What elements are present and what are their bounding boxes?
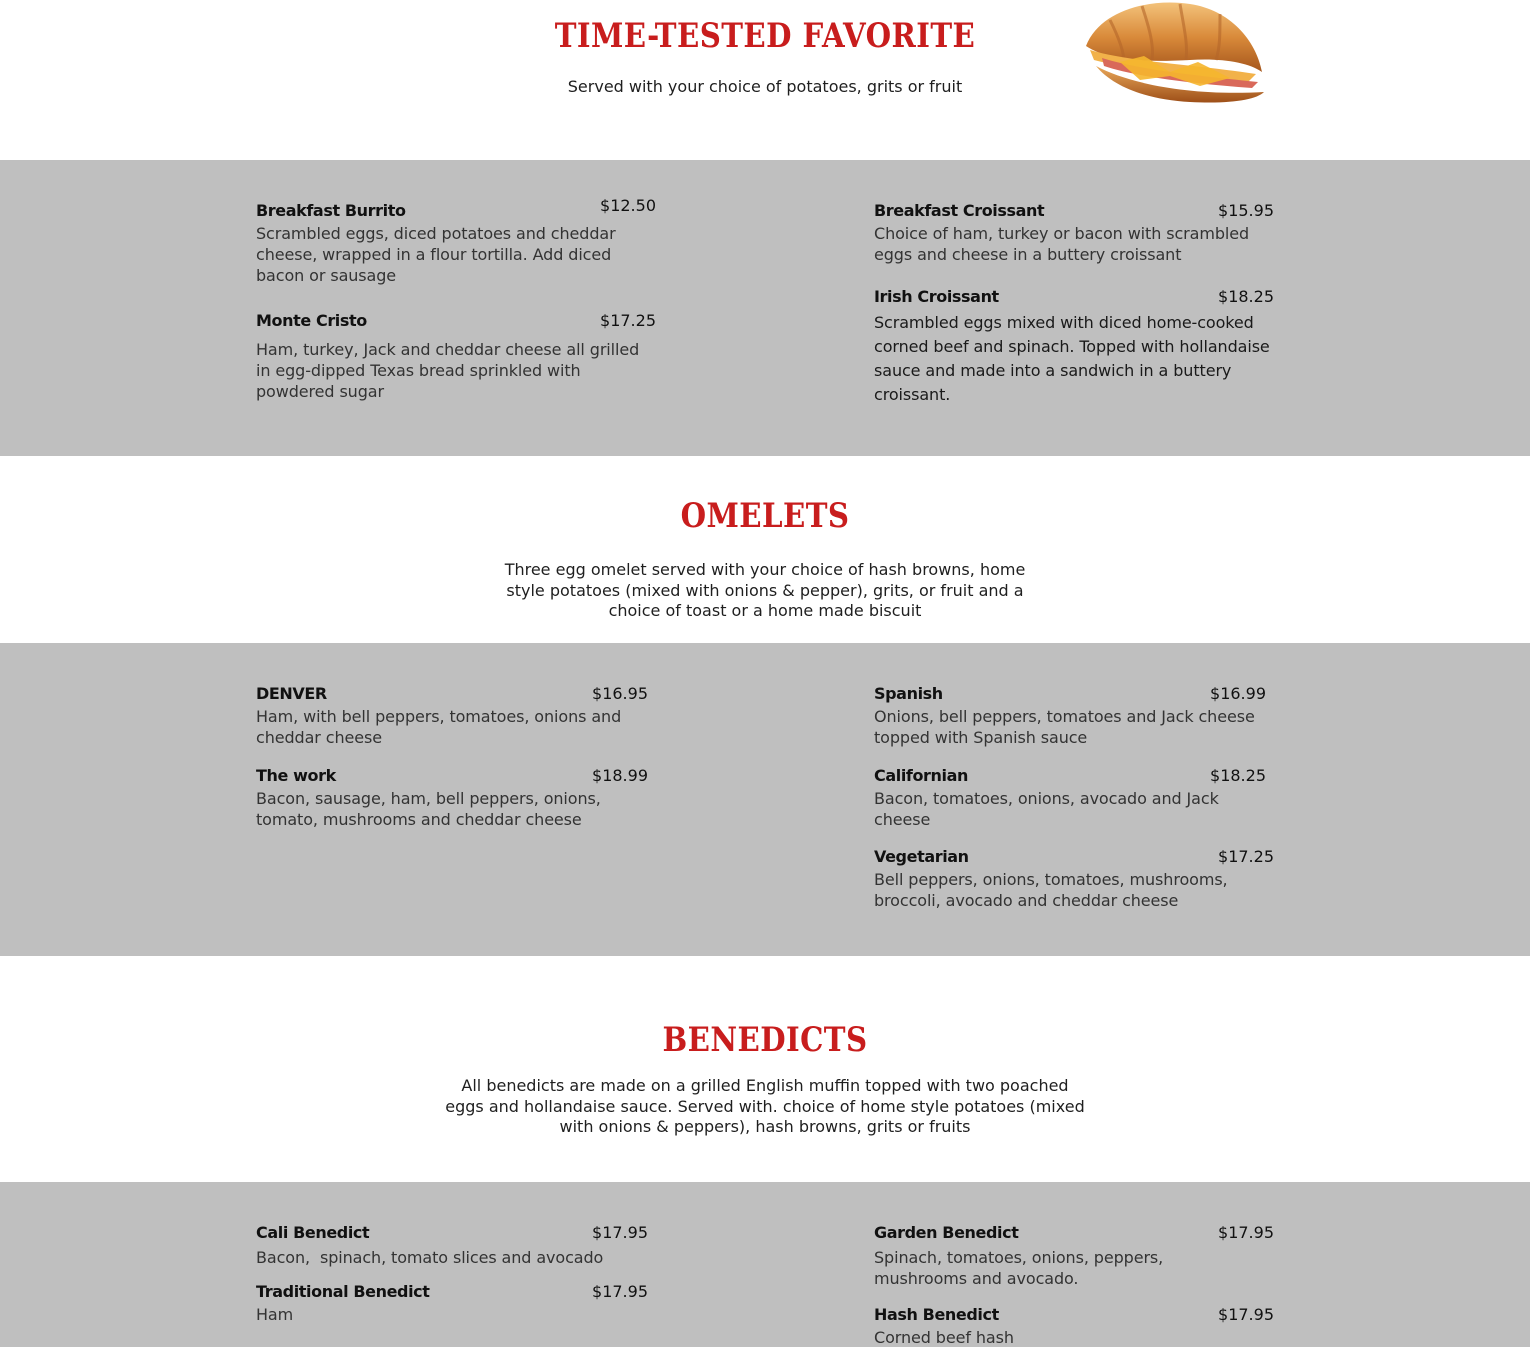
- menu-item-description: Choice of ham, turkey or bacon with scrambled eggs and cheese in a buttery croissant: [874, 224, 1250, 264]
- menu-item-price: $17.95: [1218, 1305, 1274, 1324]
- menu-item-price: $15.95: [1218, 201, 1274, 220]
- section-subtitle-favorite: Served with your choice of potatoes, grits or fruit: [567, 77, 963, 96]
- menu-item-name: Breakfast Burrito: [256, 201, 406, 220]
- menu-item: [874, 766, 1266, 830]
- menu-item-name: Garden Benedict: [874, 1223, 1019, 1242]
- menu-item: [256, 1282, 648, 1325]
- menu-item: [874, 201, 1274, 265]
- menu-item: [874, 287, 1274, 407]
- menu-item-name: Irish Croissant: [874, 287, 999, 306]
- section-subtitle-omelets: Three egg omelet served with your choice of hash browns, home style potatoes (mixed with onions & pepper), grits, or fruit and a choice of toast or a home made biscuit: [504, 560, 1026, 620]
- menu-item-name: Traditional Benedict: [256, 1282, 430, 1301]
- menu-item-description: Bacon, spinach, tomato slices and avocado: [256, 1248, 604, 1267]
- menu-item: [256, 766, 648, 830]
- section-title-favorite: TIME-TESTED FAVORITE: [554, 16, 976, 56]
- menu-item-price: $18.99: [592, 766, 648, 785]
- menu-item-description: Corned beef hash: [874, 1328, 1014, 1347]
- section-title-omelets: OMELETS: [680, 496, 850, 536]
- menu-item-name: Cali Benedict: [256, 1223, 370, 1242]
- menu-item-price: $16.95: [592, 684, 648, 703]
- menu-item-price: $17.95: [592, 1282, 648, 1301]
- menu-item-price: $17.25: [600, 311, 656, 330]
- section-subtitle-benedicts: All benedicts are made on a grilled English muffin topped with two poached eggs and hollandaise sauce. Served with. choice of home style potatoes (mixed with onions & peppers), hash browns, grits or fruits: [445, 1076, 1085, 1136]
- menu-item-name: Monte Cristo: [256, 311, 367, 330]
- menu-item: [874, 1305, 1274, 1348]
- menu-band-favorite: [0, 160, 1530, 456]
- menu-item: [874, 684, 1266, 748]
- menu-item-description: Bell peppers, onions, tomatoes, mushrooms, broccoli, avocado and cheddar cheese: [874, 870, 1228, 910]
- menu-item-price: $16.99: [1210, 684, 1266, 703]
- menu-item-price: $18.25: [1210, 766, 1266, 785]
- menu-item-price: $17.25: [1218, 847, 1274, 866]
- menu-item-description: Ham, with bell peppers, tomatoes, onions and cheddar cheese: [256, 707, 622, 747]
- menu-item-description: Scrambled eggs mixed with diced home-cooked corned beef and spinach. Topped with hollandaise sauce and made into a sandwich in a buttery croissant.: [874, 313, 1270, 404]
- menu-item-price: $12.50: [600, 196, 656, 215]
- menu-band-omelets: [0, 643, 1530, 956]
- menu-item-name: Breakfast Croissant: [874, 201, 1045, 220]
- menu-item-description: Spinach, tomatoes, onions, peppers, mushrooms and avocado.: [874, 1248, 1164, 1288]
- section-title-benedicts: BENEDICTS: [662, 1020, 868, 1060]
- menu-item-price: $18.25: [1218, 287, 1274, 306]
- menu-item: [256, 196, 656, 286]
- menu-item-description: Onions, bell peppers, tomatoes and Jack cheese topped with Spanish sauce: [874, 707, 1255, 747]
- menu-item-name: Californian: [874, 766, 969, 785]
- menu-item-name: DENVER: [256, 684, 327, 703]
- menu-item-name: The work: [256, 766, 336, 785]
- menu-item: [874, 847, 1274, 911]
- menu-item: [256, 1223, 648, 1268]
- menu-item-name: Spanish: [874, 684, 943, 703]
- menu-item-description: Scrambled eggs, diced potatoes and cheddar cheese, wrapped in a flour tortilla. Add diced bacon or sausage: [256, 224, 616, 285]
- menu-item-description: Bacon, sausage, ham, bell peppers, onions, tomato, mushrooms and cheddar cheese: [256, 789, 601, 829]
- menu-item: [256, 311, 656, 402]
- menu-item-description: Bacon, tomatoes, onions, avocado and Jack cheese: [874, 789, 1219, 829]
- menu-item-description: Ham: [256, 1305, 294, 1324]
- menu-item-description: Ham, turkey, Jack and cheddar cheese all grilled in egg-dipped Texas bread sprinkled with powdered sugar: [256, 340, 640, 401]
- menu-item: [874, 1223, 1274, 1289]
- croissant-sandwich-image: [1080, 0, 1266, 104]
- menu-item-price: $17.95: [592, 1223, 648, 1242]
- menu-item-name: Hash Benedict: [874, 1305, 999, 1324]
- menu-item-name: Vegetarian: [874, 847, 969, 866]
- menu-item-price: $17.95: [1218, 1223, 1274, 1242]
- menu-band-benedicts: [0, 1182, 1530, 1347]
- menu-item: [256, 684, 648, 748]
